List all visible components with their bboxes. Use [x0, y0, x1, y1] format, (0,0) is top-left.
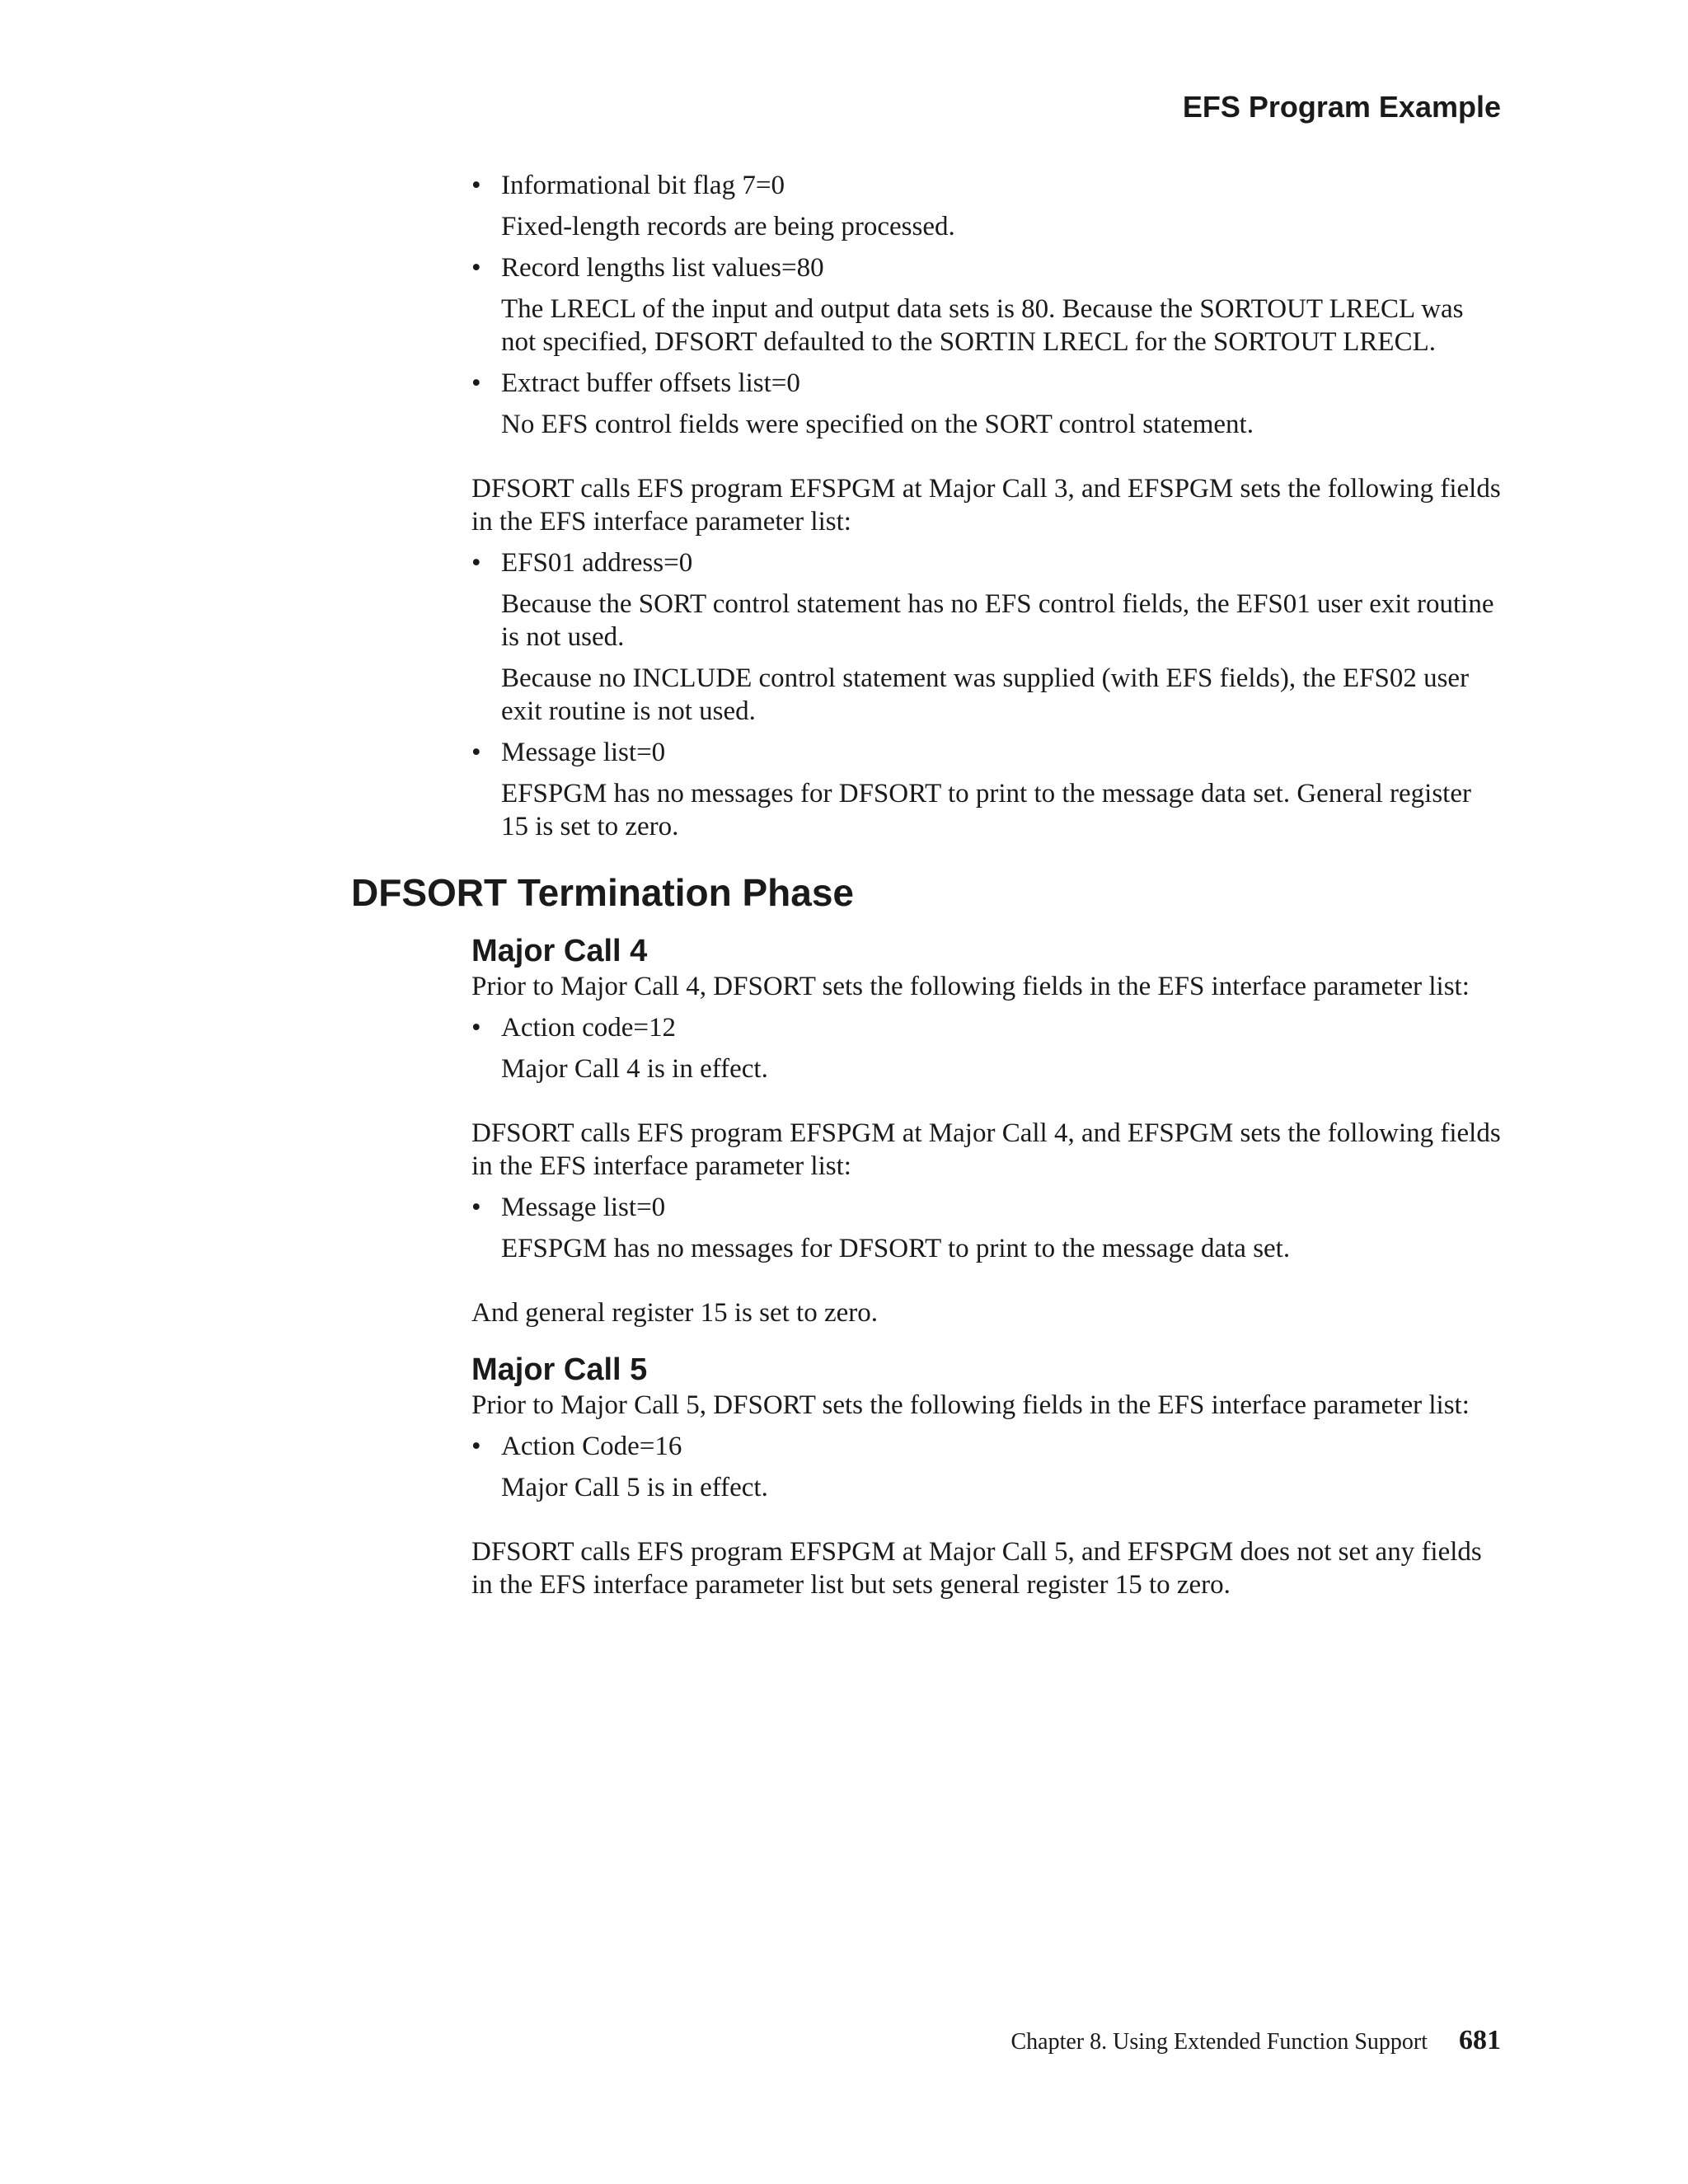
page-number: 681 — [1459, 2025, 1501, 2055]
list-item-term: Action code=12 — [501, 1013, 676, 1043]
bullet-list-major-call-4-fields — [471, 1191, 1502, 1265]
list-item-description: Because the SORT control statement has no EFS control fields, the EFS01 user exit routine is not used. — [501, 589, 1494, 652]
list-item-description: EFSPGM has no messages for DFSORT to print to the message data set. — [501, 1234, 1291, 1263]
running-head: EFS Program Example — [1182, 90, 1501, 124]
bullet-list-major-call-4-prior — [471, 1011, 1502, 1085]
list-item — [471, 1191, 1502, 1265]
bullet-marker: • — [471, 548, 481, 578]
list-item-description: Fixed-length records are being processed. — [501, 212, 955, 241]
bullet-marker: • — [471, 253, 481, 283]
paragraph-major-call-3-intro: DFSORT calls EFS program EFSPGM at Major Call 3, and EFSPGM sets the following fields in the EFS interface parameter list: — [471, 474, 1501, 537]
list-item-description: No EFS control fields were specified on the SORT control statement. — [501, 410, 1254, 439]
list-item-description: Because no INCLUDE control statement was supplied (with EFS fields), the EFS02 user exit routine is not used. — [501, 663, 1470, 726]
list-item-description: Major Call 5 is in effect. — [501, 1473, 768, 1502]
paragraph-major-call-4-calls: DFSORT calls EFS program EFSPGM at Major Call 4, and EFSPGM sets the following fields in the EFS interface parameter list: — [471, 1118, 1501, 1181]
list-item-term: Message list=0 — [501, 738, 666, 767]
bullet-marker: • — [471, 368, 481, 398]
list-item-term: EFS01 address=0 — [501, 548, 693, 578]
page-footer — [1010, 2025, 1501, 2061]
list-item — [471, 1430, 1502, 1504]
list-item — [471, 1011, 1502, 1085]
bullet-marker: • — [471, 1193, 481, 1222]
bullet-marker: • — [471, 738, 481, 767]
bullet-marker: • — [471, 1432, 481, 1461]
paragraph-major-call-5-prior: Prior to Major Call 5, DFSORT sets the following fields in the EFS interface parameter list: — [471, 1390, 1470, 1420]
list-item-term: Message list=0 — [501, 1193, 666, 1222]
paragraph-major-call-4-prior: Prior to Major Call 4, DFSORT sets the following fields in the EFS interface parameter list: — [471, 972, 1470, 1001]
subsection-heading-major-call-4: Major Call 4 — [471, 934, 648, 968]
list-item — [471, 546, 1502, 728]
list-item-description: Major Call 4 is in effect. — [501, 1054, 768, 1084]
list-item — [471, 251, 1502, 359]
list-item — [471, 367, 1502, 441]
section-heading-termination-phase: DFSORT Termination Phase — [351, 871, 855, 914]
list-item-description: The LRECL of the input and output data sets is 80. Because the SORTOUT LRECL was not specified, DFSORT defaulted to the SORTIN LRECL for the SORTOUT LRECL. — [501, 294, 1464, 357]
paragraph-major-call-5-calls: DFSORT calls EFS program EFSPGM at Major Call 5, and EFSPGM does not set any fields in the EFS interface parameter list but sets general register 15 to zero. — [471, 1537, 1482, 1600]
list-item-term: Informational bit flag 7=0 — [501, 171, 785, 200]
list-item — [471, 736, 1502, 843]
list-item-term: Action Code=16 — [501, 1432, 682, 1461]
list-item — [471, 169, 1502, 243]
bullet-list-major-call-5-prior — [471, 1430, 1502, 1504]
list-item-description: EFSPGM has no messages for DFSORT to print to the message data set. General register 15 is set to zero. — [501, 779, 1471, 841]
footer-chapter-title: Chapter 8. Using Extended Function Support — [1010, 2029, 1428, 2055]
paragraph-major-call-4-closing: And general register 15 is set to zero. — [471, 1298, 879, 1328]
list-item-term: Extract buffer offsets list=0 — [501, 368, 800, 398]
bullet-marker: • — [471, 1013, 481, 1043]
bullet-list-major-call-3-prior — [471, 169, 1502, 441]
bullet-marker: • — [471, 171, 481, 200]
subsection-heading-major-call-5: Major Call 5 — [471, 1352, 648, 1387]
bullet-list-major-call-3-fields — [471, 546, 1502, 843]
page-body — [351, 169, 1502, 1601]
list-item-term: Record lengths list values=80 — [501, 253, 824, 283]
